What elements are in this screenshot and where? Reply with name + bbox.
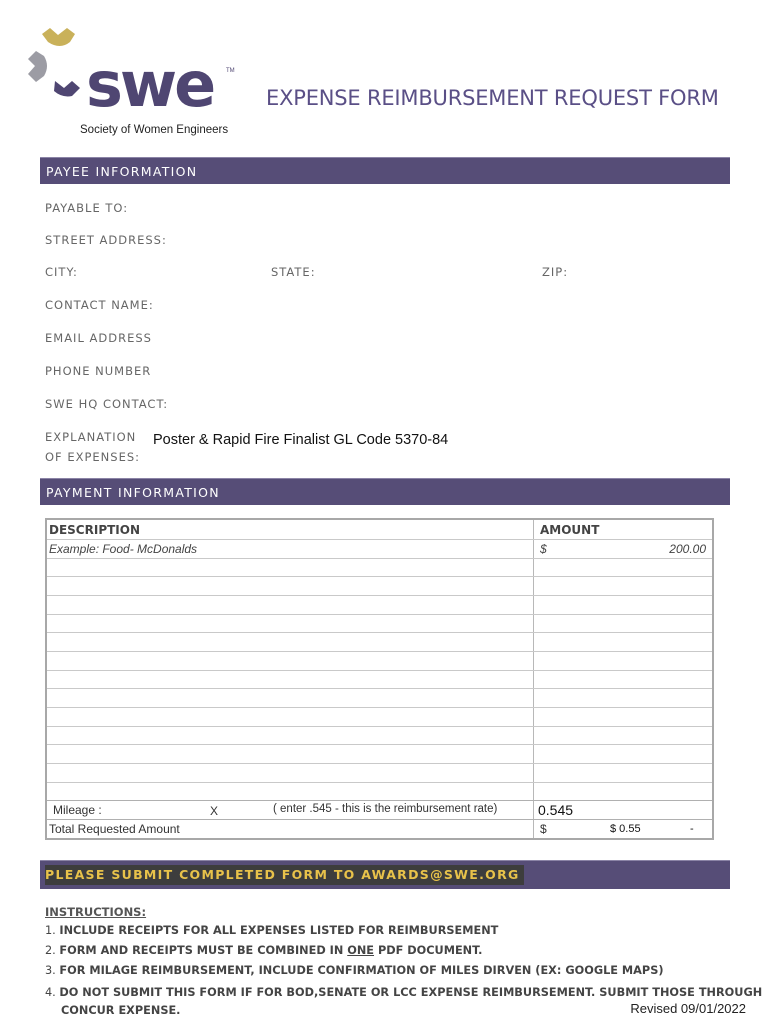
mileage-rate-note: ( enter .545 - this is the reimbursement rate) (273, 803, 498, 815)
phone-number-label: PHONE NUMBER (45, 364, 152, 378)
mileage-rate-field[interactable]: 0.545 (538, 802, 574, 818)
instruction-text: CONCUR EXPENSE. (61, 1004, 181, 1017)
row-divider (47, 819, 712, 820)
total-dash: - (690, 823, 694, 835)
row-divider (47, 539, 712, 540)
description-column-header: DESCRIPTION (49, 523, 141, 537)
city-label: CITY: (45, 265, 78, 279)
row-divider (47, 763, 712, 764)
payable-to-label: PAYABLE TO: (45, 201, 129, 215)
logo-subtitle: Society of Women Engineers (80, 124, 229, 136)
example-currency: $ (540, 542, 547, 556)
mileage-label: Mileage : (53, 803, 102, 817)
row-divider (47, 688, 712, 689)
row-divider (47, 558, 712, 559)
revision-date: Revised 09/01/2022 (630, 1001, 746, 1016)
email-address-label: EMAIL ADDRESS (45, 331, 152, 345)
explanation-label-line2: OF EXPENSES: (45, 450, 141, 464)
amount-column-header: AMOUNT (540, 523, 600, 537)
logo-wordmark: swe (86, 48, 214, 121)
example-amount-cell[interactable]: 200.00 (669, 542, 706, 556)
instruction-item-4 (45, 986, 762, 999)
row-divider (47, 670, 712, 671)
zip-label: ZIP: (542, 265, 569, 279)
logo-trademark: TM (226, 68, 235, 74)
instruction-text: FORM AND RECEIPTS MUST BE COMBINED IN ONE PDF DOCUMENT. (59, 944, 483, 957)
form-title: EXPENSE REIMBURSEMENT REQUEST FORM (266, 86, 719, 110)
instruction-number: 4. (45, 986, 56, 999)
row-divider (47, 707, 712, 708)
total-currency: $ (540, 822, 547, 836)
explanation-field[interactable]: Poster & Rapid Fire Finalist GL Code 5370-84 (153, 432, 449, 448)
state-label: STATE: (271, 265, 316, 279)
street-address-label: STREET ADDRESS: (45, 233, 167, 247)
instruction-item-4-continued (61, 1004, 180, 1017)
instruction-number: 3. (45, 964, 56, 977)
instruction-text: INCLUDE RECEIPTS FOR ALL EXPENSES LISTED FOR REIMBURSEMENT (59, 924, 499, 937)
emphasis-one: ONE (347, 944, 375, 957)
instruction-item-1 (45, 924, 498, 937)
gear-logo-icon (24, 26, 94, 101)
row-divider (47, 595, 712, 596)
instructions-title: INSTRUCTIONS: (45, 905, 147, 919)
instruction-number: 2. (45, 944, 56, 957)
expense-table (45, 518, 714, 840)
row-divider (47, 782, 712, 783)
submit-instruction: PLEASE SUBMIT COMPLETED FORM TO AWARDS@SWE.ORG (45, 865, 524, 885)
total-amount-value: $ 0.55 (610, 823, 641, 835)
swe-hq-contact-label: SWE HQ CONTACT: (45, 397, 169, 411)
payee-section-header: PAYEE INFORMATION (40, 157, 730, 184)
row-divider (47, 632, 712, 633)
swe-logo (24, 26, 239, 141)
contact-name-label: CONTACT NAME: (45, 298, 154, 312)
mileage-multiply-x: X (210, 804, 219, 818)
example-description-cell[interactable]: Example: Food- McDonalds (49, 542, 198, 556)
row-divider (47, 576, 712, 577)
total-requested-label: Total Requested Amount (49, 822, 180, 836)
submit-banner (40, 860, 730, 889)
row-divider (47, 614, 712, 615)
instruction-number: 1. (45, 924, 56, 937)
row-divider (47, 651, 712, 652)
row-divider (47, 744, 712, 745)
explanation-label-line1: EXPLANATION (45, 430, 137, 444)
column-divider (533, 520, 534, 838)
row-divider (47, 800, 712, 801)
instruction-text: DO NOT SUBMIT THIS FORM IF FOR BOD,SENATE OR LCC EXPENSE REIMBURSEMENT. SUBMIT THOSE THROUGH (59, 986, 763, 999)
instruction-item-2 (45, 944, 482, 957)
instruction-text: FOR MILAGE REIMBURSEMENT, INCLUDE CONFIRMATION OF MILES DIRVEN (EX: GOOGLE MAPS) (59, 964, 664, 977)
row-divider (47, 726, 712, 727)
payment-section-header: PAYMENT INFORMATION (40, 478, 730, 505)
instruction-item-3 (45, 964, 664, 977)
